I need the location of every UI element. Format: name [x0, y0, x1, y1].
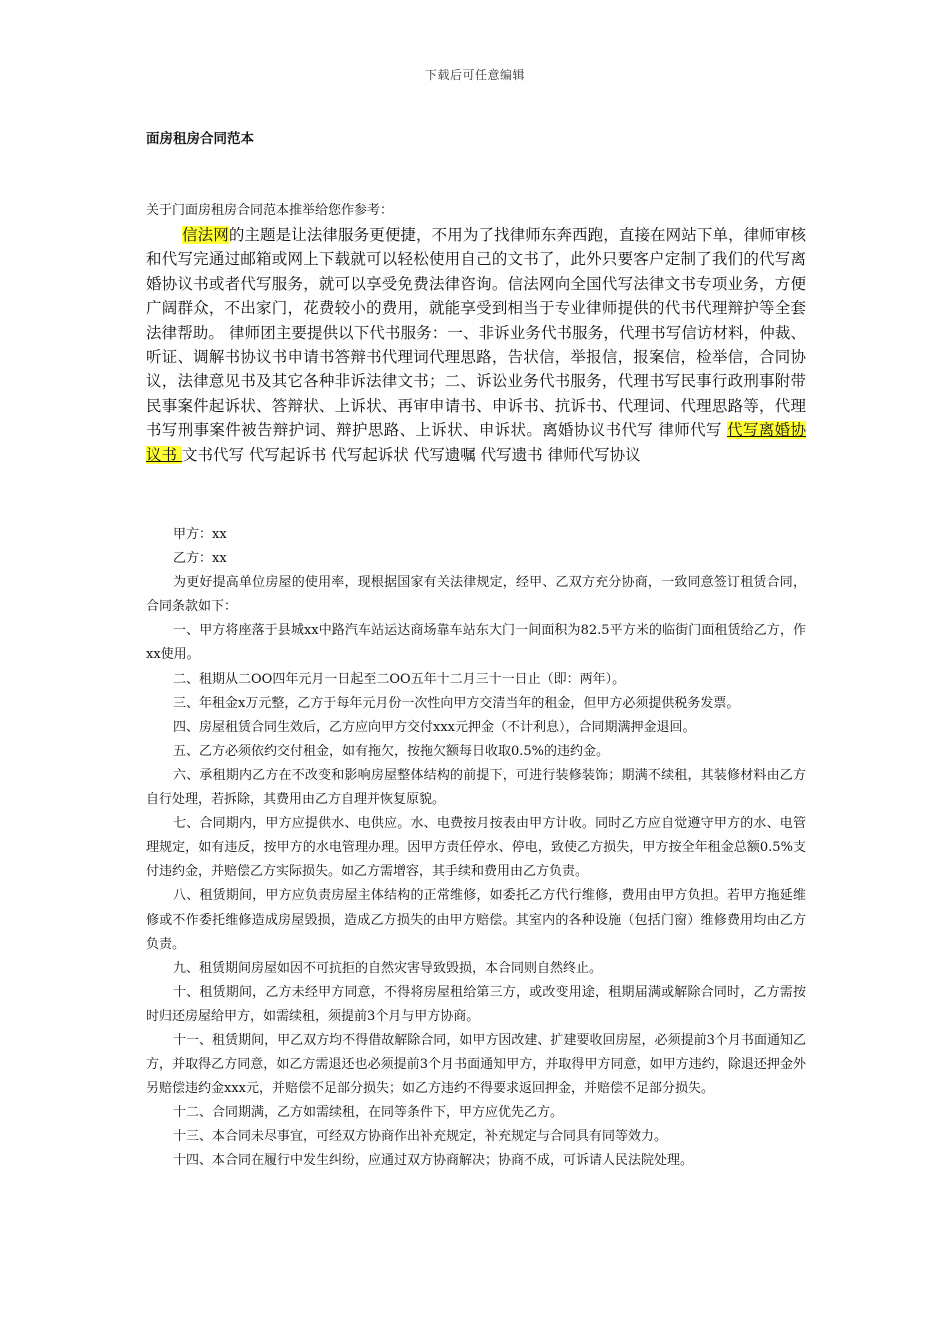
contract-clause-7: 七、合同期内，甲方应提供水、电供应。水、电费按月按表由甲方计收。同时乙方应自觉遵守甲方的水、电管理规定，如有违反，按甲方的水电管理办理。因甲方责任停水、停电，致使乙方损失，甲方按全年租金总额0.5%支付违约金，并赔偿乙方实际损失。如乙方需增容，其手续和费用由乙方负责。	[146, 816, 806, 880]
promo-text-part1: 的主题是让法律服务更便捷，不用为了找律师东奔西跑，直接在网站下单，律师审核和代写完通过邮箱或网上下载就可以轻松使用自己的文书了，此外只要客户定制了我们的代写离婚协议书或者代写服务，就可以享受免费法律咨询。信法网向全国代写法律文书专项业务，方便广阔群众，不出家门，花费较小的费用，就能享受到相当于专业律师提供的代书代理辩护等全套法律帮助。 律师团主要提供以下代书服务：一、非诉业务代书服务，代理书写信访材料，仲裁、听证、调解书协议书申请书答辩书代理词代理思路，告状信，举报信，报案信，检举信，合同协议，法律意见书及其它各种非诉法律文书；二、诉讼业务代书服务，代理书写民事行政刑事附带民事案件起诉状、答辩状、上诉状、再审申请书、申诉书、抗诉书、代理词、代理思路等，代理书写刑事案件被告辩护词、辩护思路、上诉状、申诉状。离婚协议书代写 律师代写	[146, 226, 806, 440]
promo-paragraph	[146, 223, 806, 467]
contract-clause-2: 二、租期从二OO四年元月一日起至二OO五年十二月三十一日止（即：两年）。	[173, 671, 626, 687]
document-title: 面房租房合同范本	[146, 131, 254, 147]
promo-text-part2: 文书代写 代写起诉书 代写起诉状 代写遗嘱 代写遗书 律师代写协议	[181, 445, 641, 464]
party-b-line: 乙方：xx	[173, 551, 227, 567]
contract-body	[146, 523, 806, 1174]
party-a-line: 甲方：xx	[173, 527, 227, 542]
contract-clause-14: 十四、本合同在履行中发生纠纷，应通过双方协商解决；协商不成，可诉请人民法院处理。	[173, 1153, 694, 1169]
contract-clause-5: 五、乙方必须依约交付租金，如有拖欠，按拖欠额每日收取0.5%的违约金。	[173, 743, 610, 759]
intro-line: 关于门面房租房合同范本推举给您作参考：	[146, 203, 394, 218]
contract-clause-1: 一、甲方将座落于县城xx中路汽车站运达商场靠车站东大门一间面积为82.5平方米的临街门面租赁给乙方，作xx使用。	[146, 623, 806, 663]
site-name-link[interactable]: 信法网	[182, 226, 229, 244]
page-header-note: 下载后可任意编辑	[424, 68, 525, 82]
contract-clause-11: 十一、租赁期间，甲乙双方均不得借故解除合同，如甲方因改建、扩建要收回房屋，必须提前3个月书面通知乙方，并取得乙方同意，如乙方需退还也必须提前3个月书面通知甲方，并取得甲方同意，如甲方违约，除退还押金外另赔偿违约金xxx元，并赔偿不足部分损失；如乙方违约不得要求返回押金，并赔偿不足部分损失。	[146, 1032, 806, 1097]
contract-clause-6: 六、承租期内乙方在不改变和影响房屋整体结构的前提下，可进行装修装饰；期满不续租，其装修材料由乙方自行处理，若拆除，其费用由乙方自理并恢复原貌。	[146, 767, 806, 808]
contract-clause-3: 三、年租金x万元整，乙方于每年元月份一次性向甲方交清当年的租金，但甲方必须提供税务发票。	[173, 695, 740, 711]
contract-clause-8: 八、租赁期间，甲方应负责房屋主体结构的正常维修，如委托乙方代行维修，费用由甲方负担。若甲方拖延维修或不作委托维修造成房屋毁损，造成乙方损失的由甲方赔偿。其室内的各种设施（包括门窗）维修费用均由乙方负责。	[146, 888, 806, 952]
contract-clause-9: 九、租赁期间房屋如因不可抗拒的自然灾害导致毁损，本合同则自然终止。	[173, 960, 603, 976]
contract-clause-13: 十三、本合同未尽事宜，可经双方协商作出补充规定，补充规定与合同具有同等效力。	[173, 1129, 668, 1145]
divorce-agreement-link[interactable]: 代写离婚协议书	[146, 421, 806, 464]
contract-clause-10: 十、租赁期间，乙方未经甲方同意，不得将房屋租给第三方，或改变用途，租期届满或解除合同时，乙方需按时归还房屋给甲方，如需续租，须提前3个月与甲方协商。	[146, 984, 806, 1024]
contract-preamble: 为更好提高单位房屋的使用率，现根据国家有关法律规定，经甲、乙双方充分协商，一致同意签订租赁合同，合同条款如下：	[146, 575, 806, 615]
contract-clause-4: 四、房屋租赁合同生效后，乙方应向甲方交付xxx元押金（不计利息），合同期满押金退回。	[173, 719, 696, 735]
contract-clause-12: 十二、合同期满，乙方如需续租，在同等条件下，甲方应优先乙方。	[173, 1105, 564, 1121]
